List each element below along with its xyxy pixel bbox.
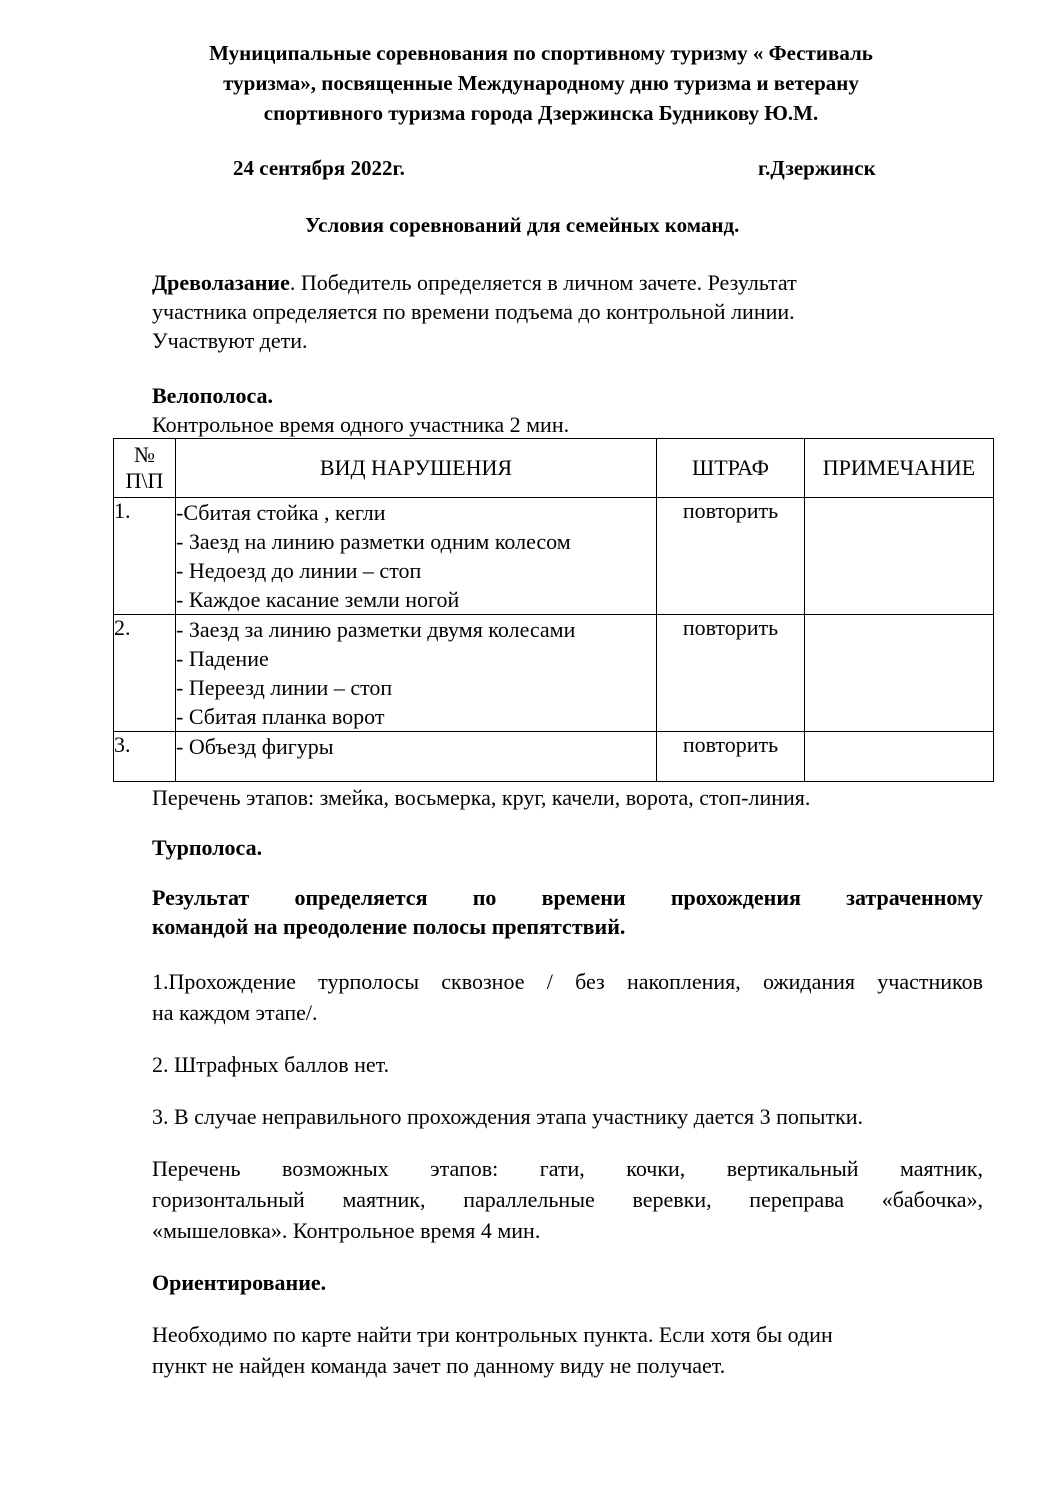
- header-note: ПРИМЕЧАНИЕ: [805, 439, 994, 498]
- note-cell: [805, 615, 994, 732]
- justified-word: накопления,: [626, 969, 741, 994]
- header-number: № П\П: [114, 439, 176, 498]
- header-violation: ВИД НАРУШЕНИЯ: [176, 439, 657, 498]
- note-cell: [805, 498, 994, 615]
- justified-word: турполосы: [318, 969, 420, 994]
- penalty-cell: повторить: [657, 732, 805, 782]
- violation-item: - Заезд за линию разметки двумя колесами: [176, 617, 576, 642]
- justified-word: без: [575, 969, 605, 994]
- justified-word: участников: [877, 969, 983, 994]
- tree-climbing-text: Участвуют дети.: [152, 328, 308, 353]
- table-row: [114, 498, 994, 615]
- justified-word: определяется: [294, 885, 428, 910]
- justified-word: горизонтальный: [152, 1187, 305, 1212]
- tour-stages-paragraph: Перечень возможных этапов: гати, кочки, вертикальный маятник, горизонтальный маятник, параллельные веревки, переправа «бабочка», «мышеловка». Контрольное время 4 мин.: [152, 1153, 983, 1246]
- event-city: г.Дзержинск: [758, 156, 876, 180]
- bike-course-heading: Велополоса.: [152, 383, 274, 408]
- tour-rule-3: 3. В случае неправильного прохождения этапа участнику дается 3 попытки.: [152, 1104, 864, 1129]
- violation-item: - Падение: [176, 646, 269, 671]
- note-cell: [805, 732, 994, 782]
- title-line: туризма», посвященные Международному дню туризма и ветерану: [223, 71, 859, 95]
- tree-climbing-section: [152, 268, 797, 355]
- violation-item: - Заезд на линию разметки одним колесом: [176, 529, 571, 554]
- violation-item: - Сбитая планка ворот: [176, 704, 385, 729]
- penalty-cell: повторить: [657, 615, 805, 732]
- penalty-cell: повторить: [657, 498, 805, 615]
- conditions-subtitle: Условия соревнований для семейных команд.: [305, 213, 740, 237]
- orienteering-text: Необходимо по карте найти три контрольных пункта. Если хотя бы один пункт не найден команда зачет по данному виду не получает.: [152, 1322, 833, 1378]
- justified-word: затраченному: [846, 885, 983, 910]
- violation-item: - Каждое касание земли ногой: [176, 587, 460, 612]
- justified-word: Перечень: [152, 1156, 241, 1181]
- violation-item: - Переезд линии – стоп: [176, 675, 393, 700]
- row-number: 3.: [114, 732, 176, 782]
- tour-course-heading: Турполоса.: [152, 835, 263, 860]
- justified-word: сквозное: [441, 969, 525, 994]
- justified-word: гати,: [539, 1156, 585, 1181]
- justified-word: маятник,: [342, 1187, 426, 1212]
- justified-word: этапов:: [430, 1156, 499, 1181]
- justified-word: Результат: [152, 885, 250, 910]
- table-row: [114, 732, 994, 782]
- justified-word: 1.Прохождение: [152, 969, 296, 994]
- tour-rule-1: 1.Прохождение турполосы сквозное / без накопления, ожидания участников на каждом этапе/.: [152, 966, 983, 1028]
- tree-climbing-heading: Древолазание: [152, 270, 290, 295]
- tree-climbing-text: . Победитель определяется в личном зачете. Результат: [289, 270, 797, 295]
- bike-control-time: Контрольное время одного участника 2 мин.: [152, 412, 570, 437]
- justified-word: /: [546, 969, 553, 994]
- tour-rule-2: 2. Штрафных баллов нет.: [152, 1052, 390, 1077]
- row-number: 2.: [114, 615, 176, 732]
- violations-table: [113, 438, 994, 782]
- justified-word: маятник,: [899, 1156, 983, 1181]
- title-line: Муниципальные соревнования по спортивному туризму « Фестиваль: [209, 41, 873, 65]
- violation-cell: [176, 615, 657, 732]
- justified-word: вертикальный: [726, 1156, 859, 1181]
- bike-stages-list: Перечень этапов: змейка, восьмерка, круг, качели, ворота, стоп-линия.: [152, 785, 811, 810]
- justified-word: прохождения: [670, 885, 801, 910]
- violation-item: - Объезд фигуры: [176, 734, 334, 759]
- table-header-row: [114, 439, 994, 498]
- row-number: 1.: [114, 498, 176, 615]
- title-line: спортивного туризма города Дзержинска Будникову Ю.М.: [263, 101, 819, 125]
- justified-word: времени: [541, 885, 626, 910]
- justified-word: веревки,: [632, 1187, 712, 1212]
- table-row: [114, 615, 994, 732]
- violation-cell: [176, 732, 657, 782]
- violation-item: -Сбитая стойка , кегли: [176, 500, 386, 525]
- justified-word: кочки,: [626, 1156, 686, 1181]
- justified-word: по: [472, 885, 497, 910]
- violation-item: - Недоезд до линии – стоп: [176, 558, 422, 583]
- tour-result-paragraph: Результат определяется по времени прохождения затраченному командой на преодоление полосы препятствий.: [152, 885, 983, 939]
- justified-word: «бабочка»,: [881, 1187, 983, 1212]
- violation-cell: [176, 498, 657, 615]
- orienteering-heading: Ориентирование.: [152, 1270, 327, 1295]
- header-penalty: ШТРАФ: [657, 439, 805, 498]
- document-title: [110, 38, 972, 128]
- justified-word: ожидания: [762, 969, 856, 994]
- tree-climbing-text: участника определяется по времени подъема до контрольной линии.: [152, 299, 795, 324]
- event-date: 24 сентября 2022г.: [233, 156, 405, 180]
- justified-word: переправа: [749, 1187, 844, 1212]
- justified-word: параллельные: [463, 1187, 595, 1212]
- justified-word: возможных: [281, 1156, 389, 1181]
